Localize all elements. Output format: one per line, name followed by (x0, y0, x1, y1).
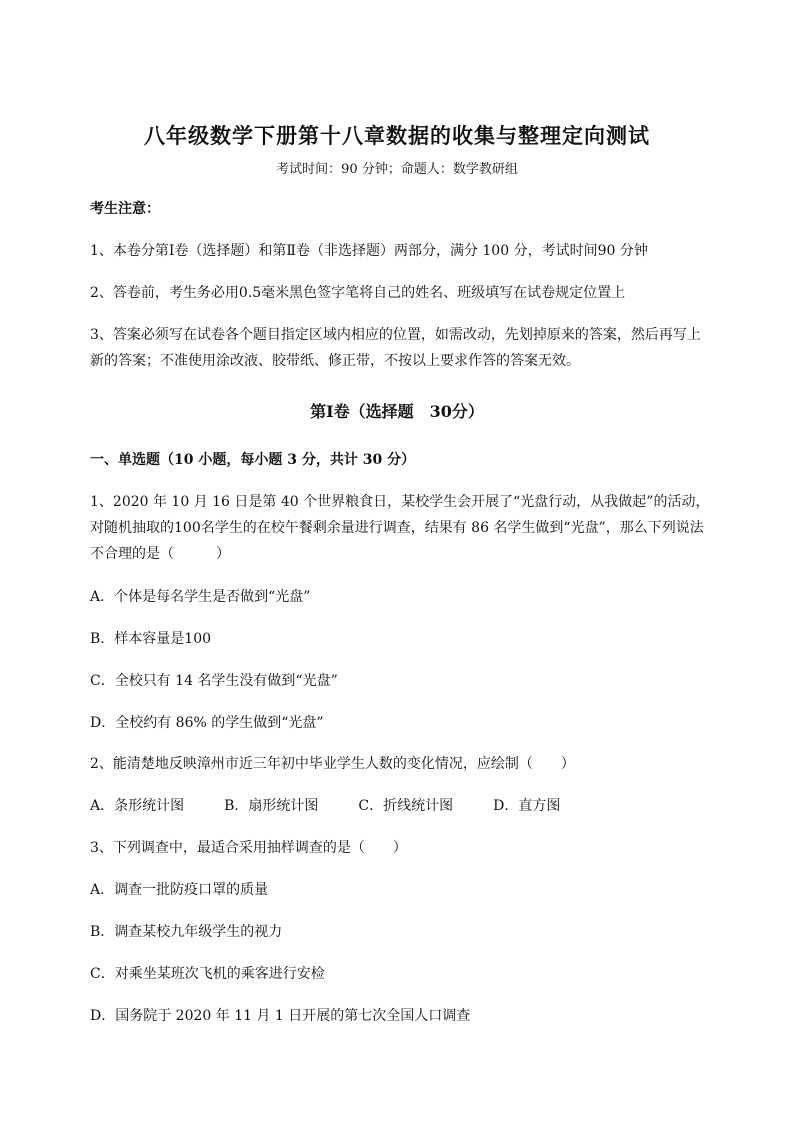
question-1-stem-line-3: 不合理的是（ ） (90, 546, 230, 562)
question-2-option-d: D．直方图 (493, 798, 561, 814)
question-3-option-d: D．国务院于 2020 年 11 月 1 日开展的第七次全国人口调查 (90, 1008, 471, 1024)
question-1-stem-line-1: 1、2020 年 10 月 16 日是第 40 个世界粮食日，某校学生会开展了“光盘行动，从我做起”的活动， (90, 494, 710, 510)
question-2-option-a: A．条形统计图 (90, 798, 185, 814)
question-2-options (90, 793, 704, 819)
question-3-option-b: B．调查某校九年级学生的视力 (90, 924, 283, 940)
question-2-stem: 2、能清楚地反映漳州市近三年初中毕业学生人数的变化情况，应绘制（ ） (90, 756, 575, 772)
exam-info: 考试时间：90 分钟；命题人：数学教研组 (276, 162, 518, 177)
question-2-option-c: C．折线统计图 (358, 798, 454, 814)
question-1-option-d: D．全校约有 86% 的学生做到“光盘” (90, 715, 324, 731)
question-3-option-c: C．对乘坐某班次飞机的乘客进行安检 (90, 966, 325, 982)
question-1-option-b: B．样本容量是100 (90, 631, 212, 647)
page-title: 八年级数学下册第十八章数据的收集与整理定向测试 (144, 123, 650, 148)
part-heading: 一、单选题（10 小题，每小题 3 分，共计 30 分） (90, 452, 416, 468)
question-2-option-b: B．扇形统计图 (224, 798, 319, 814)
question-3-stem: 3、下列调查中，最适合采用抽样调查的是（ ） (90, 840, 407, 856)
notice-item-3: 3、答案必须写在试卷各个题目指定区域内相应的位置，如需改动，先划掉原来的答案，然后再写上新的答案；不准使用涂改液、胶带纸、修正带，不按以上要求作答的答案无效。 (90, 327, 701, 369)
question-1-option-c: C．全校只有 14 名学生没有做到“光盘” (90, 673, 338, 689)
section-title: 第Ⅰ卷（选择题 30分） (310, 402, 484, 421)
question-3-option-a: A．调查一批防疫口罩的质量 (90, 882, 269, 898)
question-1-stem-line-2: 对随机抽取的100名学生的在校午餐剩余量进行调查，结果有 86 名学生做到“光盘”，那么下列说法 (90, 520, 704, 536)
question-1-option-a: A．个体是每名学生是否做到“光盘” (90, 589, 311, 605)
notice-heading: 考生注意： (90, 201, 160, 217)
notice-item-2: 2、答卷前，考生务必用0.5毫米黑色签字笔将自己的姓名、班级填写在试卷规定位置上 (90, 285, 626, 301)
notice-item-1: 1、本卷分第Ⅰ卷（选择题）和第Ⅱ卷（非选择题）两部分，满分 100 分，考试时间90 分钟 (90, 243, 648, 259)
